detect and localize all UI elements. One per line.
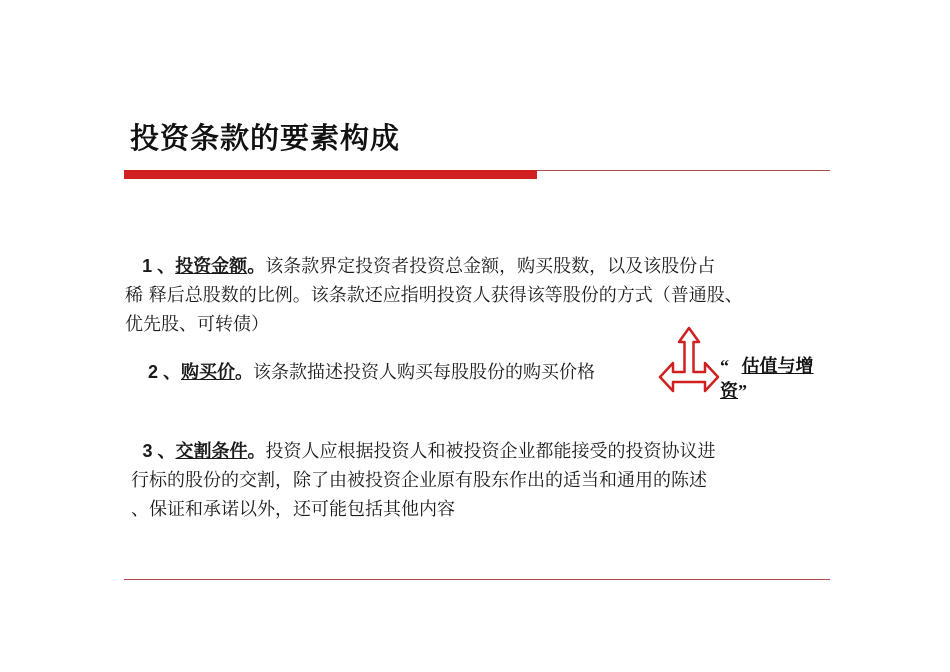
valuation-callout [720,354,814,404]
item-keyword: 投资金额 [175,256,248,277]
item-text: 投资人应根据投资人和被投资企业都能接受的投资协议进 [265,441,716,462]
item-keyword: 交割条件 [175,441,248,462]
title-underline-rule [537,170,830,171]
item-period: 。 [235,362,254,383]
item-line [148,358,595,387]
slide-title: 投资条款的要素构成 [130,121,401,155]
item-line [131,437,715,466]
callout-line [720,379,814,404]
item-number: 1 、 [142,256,176,276]
title-underline-bar [124,170,537,179]
item-text: 该条款界定投资者投资总金额，购买股数，以及该股份占 [265,256,716,277]
item-period: 。 [247,256,266,277]
callout-open-quote: “ [720,356,729,376]
item-line [125,252,743,281]
item-line: 、保证和承诺以外，还可能包括其他内容 [131,499,455,520]
callout-text: 估值与增 [741,356,814,377]
item-period: 。 [247,441,266,462]
item-purchase-price [148,358,595,387]
callout-line [720,354,814,379]
callout-close-quote: ” [738,381,747,401]
three-way-arrow-icon [658,326,720,394]
item-line: 优先股、可转债） [125,314,269,335]
item-investment-amount [125,252,743,339]
item-line: 稀 释后总股数的比例。该条款还应指明投资人获得该等股份的方式（普通股、 [125,285,743,306]
item-line: 行标的股份的交割，除了由被投资企业原有股东作出的适当和通用的陈述 [131,470,707,491]
item-text: 该条款描述投资人购买每股股份的购买价格 [253,362,596,383]
item-number: 2 、 [148,362,182,382]
callout-text: 资 [720,381,738,402]
item-keyword: 购买价 [181,362,236,383]
footer-rule [124,579,830,580]
item-closing-conditions [131,437,715,524]
item-number: 3 、 [142,441,176,461]
